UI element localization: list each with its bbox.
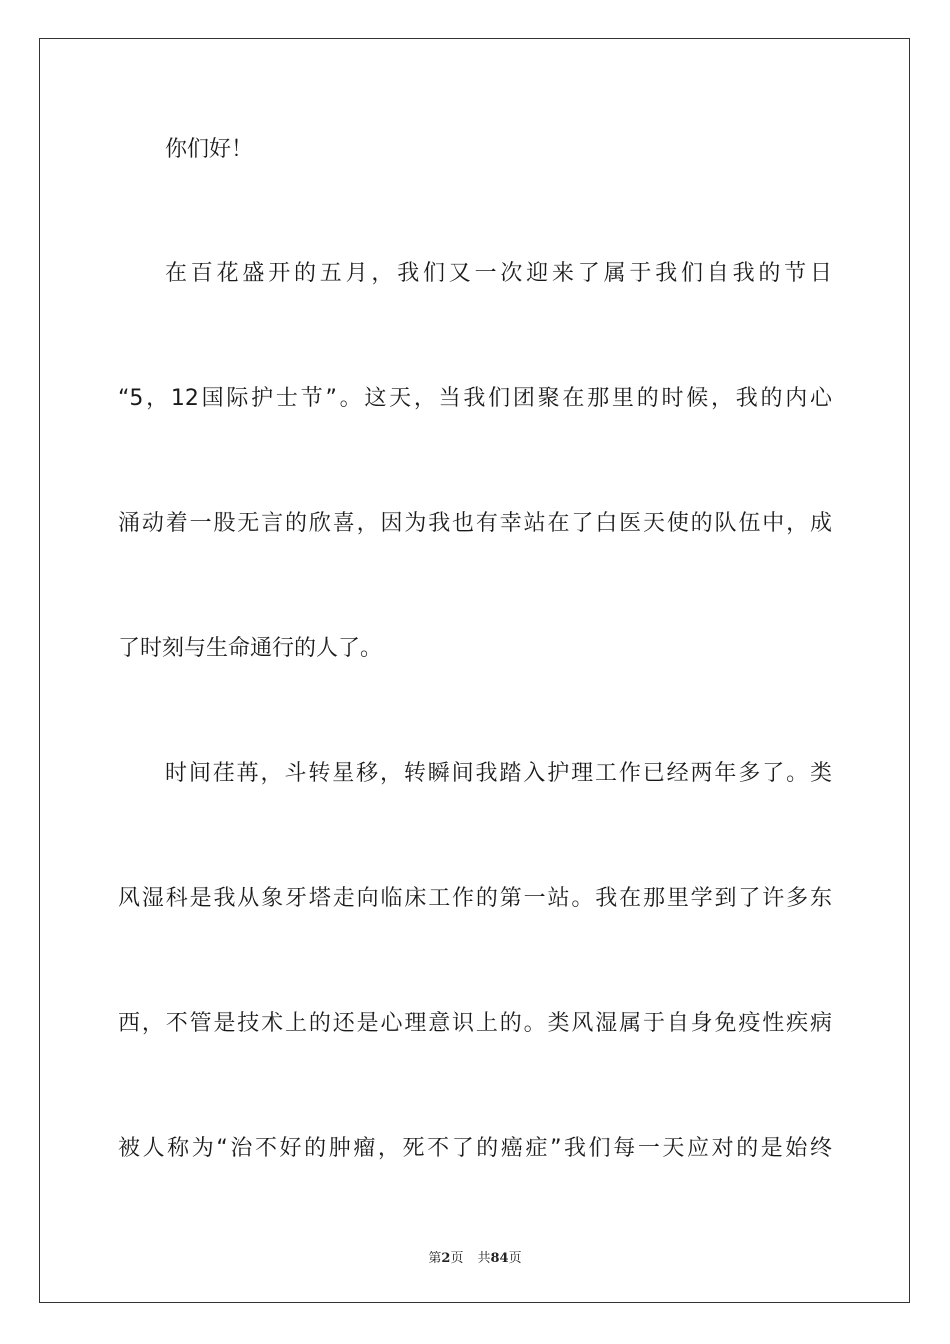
paragraph-2-line-2: 风湿科是我从象牙塔走向临床工作的第一站。我在那里学到了许多东 bbox=[118, 886, 832, 911]
footer-page-suffix: 页 bbox=[450, 1251, 464, 1266]
paragraph-1-line-3: 涌动着一股无言的欣喜，因为我也有幸站在了白医天使的队伍中，成 bbox=[118, 511, 832, 536]
footer-total-prefix: 共 bbox=[477, 1251, 491, 1266]
footer-page-number: 2 bbox=[441, 1251, 451, 1266]
paragraph-2-line-3: 西，不管是技术上的还是心理意识上的。类风湿属于自身免疫性疾病 bbox=[118, 1011, 832, 1036]
footer-total-number: 84 bbox=[490, 1251, 509, 1266]
paragraph-2-line-4: 被人称为“治不好的肿瘤，死不了的癌症”我们每一天应对的是始终 bbox=[118, 1136, 832, 1161]
paragraph-2-line-1: 时间荏苒，斗转星移，转瞬间我踏入护理工作已经两年多了。类 bbox=[165, 761, 832, 786]
paragraph-1-line-1: 在百花盛开的五月，我们又一次迎来了属于我们自我的节日 bbox=[165, 261, 832, 286]
page-border bbox=[39, 38, 910, 1303]
footer-page-prefix: 第 bbox=[428, 1251, 442, 1266]
page-footer bbox=[0, 1247, 950, 1266]
paragraph-1-line-4: 了时刻与生命通行的人了。 bbox=[118, 636, 383, 661]
greeting-line: 你们好！ bbox=[165, 137, 254, 162]
paragraph-1-line-2: “5，12国际护士节”。这天，当我们团聚在那里的时候，我的内心 bbox=[118, 386, 832, 411]
footer-total-suffix: 页 bbox=[508, 1251, 522, 1266]
